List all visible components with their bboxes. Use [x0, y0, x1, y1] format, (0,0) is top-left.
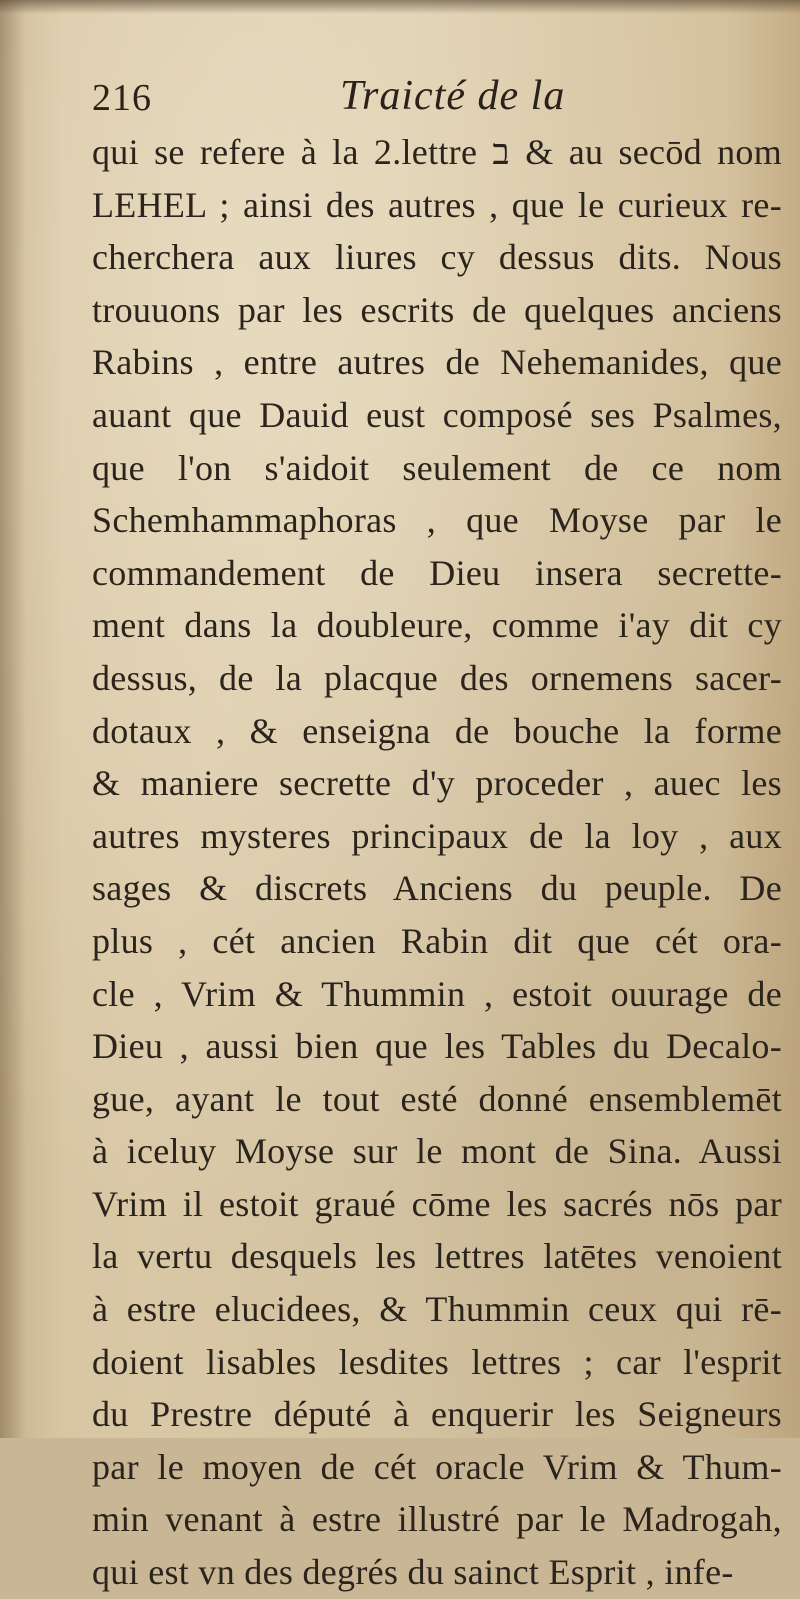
text-line: dotaux , & enseigna de bouche la forme [92, 710, 782, 751]
text-line: dessus, de la placque des ornemens sacer- [92, 657, 782, 698]
text-line: qui est vn des degrés du sainct Esprit , infe- [92, 1552, 734, 1593]
text-line: sages & discrets Anciens du peuple. De [92, 868, 782, 909]
text-line: la vertu desquels les lettres latētes venoient [92, 1236, 782, 1277]
text-line: autres mysteres principaux de la loy , aux [92, 815, 782, 856]
page-header [92, 70, 752, 122]
text-line: doient lisables lesdites lettres ; car l'esprit [92, 1341, 782, 1382]
body-text [92, 126, 782, 1599]
gutter-shadow [0, 0, 26, 1438]
text-line: gue, ayant le tout esté donné ensemblemēt [92, 1078, 782, 1119]
page-top-edge [0, 0, 800, 14]
text-line: du Prestre député à enquerir les Seigneurs [92, 1394, 782, 1435]
text-line: commandement de Dieu insera secrette- [92, 552, 782, 593]
text-line: Vrim il estoit graué cōme les sacrés nōs par [92, 1183, 782, 1224]
text-line: ment dans la doubleure, comme i'ay dit cy [92, 605, 782, 646]
text-line: LEHEL ; ainsi des autres , que le curieux re- [92, 184, 782, 225]
text-line: Rabins , entre autres de Nehemanides, que [92, 342, 782, 383]
text-line: que l'on s'aidoit seulement de ce nom [92, 447, 782, 488]
running-head: Traicté de la [340, 73, 566, 119]
text-line: Dieu , aussi bien que les Tables du Decalo- [92, 1026, 782, 1067]
text-line: plus , cét ancien Rabin dit que cét ora- [92, 920, 782, 961]
text-line: qui se refere à la 2.lettre ב & au secōd nom [92, 132, 783, 172]
page-number: 216 [92, 77, 152, 119]
text-line: Schemhammaphoras , que Moyse par le [92, 500, 782, 541]
text-line: auant que Dauid eust composé ses Psalmes, [92, 394, 782, 435]
text-line: à estre elucidees, & Thummin ceux qui rē- [92, 1289, 782, 1330]
text-line: cherchera aux liures cy dessus dits. Nous [92, 237, 782, 278]
text-line: & maniere secrette d'y proceder , auec les [92, 763, 782, 804]
text-line: par le moyen de cét oracle Vrim & Thum- [92, 1446, 782, 1487]
text-line: cle , Vrim & Thummin , estoit ouurage de [92, 973, 782, 1014]
text-line: min venant à estre illustré par le Madrogah, [92, 1499, 782, 1540]
text-line: à iceluy Moyse sur le mont de Sina. Aussi [92, 1131, 782, 1172]
text-line: trouuons par les escrits de quelques anciens [92, 289, 782, 330]
